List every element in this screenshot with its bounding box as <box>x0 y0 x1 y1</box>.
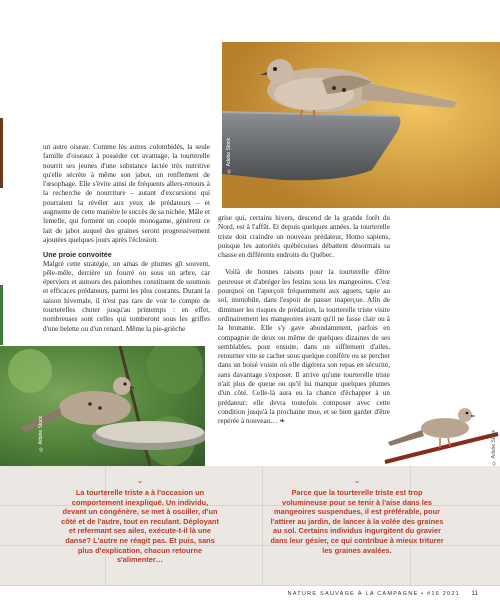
magazine-footer: NATURE SAUVAGE À LA CAMPAGNE • #16 2021 <box>287 591 460 597</box>
panel-note-right <box>268 470 446 555</box>
section-subhead: Une proie convoitée <box>43 250 112 260</box>
paragraph: Malgré cette stratégie, un amas de plumes gît souvent, pêle-mêle, derrière un fourré ou sous un arbre, car éperviers et autours des palombes constituent de soumois et efficaces prédateurs, parmi les plus courants. Durant la saison hivernale, il n'est pas rare de voir le compte de tourterelles chuter jusqu'au printemps : en effet, nombreuses sont celles qui tomberont sous les griffes d'une belette ou d'un renard. Même la pie-grièche <box>43 259 210 333</box>
page-number: 11 <box>471 590 478 597</box>
photo-credit-right: © Adobe Stock <box>491 430 497 466</box>
edge-marker-brown <box>0 118 3 188</box>
text-column-right <box>218 214 390 427</box>
paragraph-text: Voilà de bonnes raisons pour la tourterelle d'être peureuse et d'abréger les festins sous les mangeoires. C'est pourquoi on l'aperçoit fréquemment aux aguets, tapie au sol, immobile, dans l'espoir de passer inaperçue. Afin de diminuer les risques de prédation, la tourterelle triste visite ordinairement les mangeoires avant qu'il ne fasse clair ou à la brunante. Elle s'y gave abondamment, parfois en compagnie de deux ou même de quelques dizaines de ses semblables, pour ensuite, dans un sifflement d'ailes, retourner vite se cacher sous quelque conifère ou se percher dans un boisé voisin où elle digérera son repas en sécurité, sans davantage s'exposer. Il arrive qu'une tourterelle triste n'ait plus de queue ou qu'il lui manque quelques plumes d'un côté. Celle-là aura eu la chance d'échapper à un prédateur; elle devra toutefois composer avec cette condition jusqu'à la prochaine mue, et se bien garder d'être repérée à nouveau… <box>218 268 390 426</box>
dove-branch-photo <box>380 398 500 470</box>
paragraph <box>218 268 390 426</box>
panel-note-left <box>60 470 220 565</box>
panel-note-right-text: Parce que la tourterelle triste est trop volumineuse pour se tenir à l'aise dans les mangeoires suspendues, il est préférable, pour l'attirer au jardin, de lancer à la volée des graines au sol. Certains individus ingurgitent du gravier dans leur gésier, ce qui contribue à mieux triturer les graines avalées. <box>270 488 444 555</box>
text-column-left <box>43 143 210 334</box>
photo-credit-top: © Adobe Stock <box>226 138 232 174</box>
photo-credit-left: © Adobe Stock <box>38 416 44 452</box>
chevron-down-icon: ⌄ <box>353 476 361 485</box>
dove-feeder-photo <box>0 346 205 466</box>
end-mark: ❧ <box>279 417 286 426</box>
chevron-down-icon: ⌄ <box>136 476 144 485</box>
edge-marker-green <box>0 285 3 345</box>
paragraph: un autre oiseau. Comme les autres colombidés, la seule famille d'oiseaux à posséder cet avantage, la tourterelle nourrit ses jeunes d'une substance lactée très nutritive qu'elle sécrète à même son jabot, un renflement de l'œsophage. Elle s'évite ainsi de fréquents allers-retours à la recherche de nourriture – autant d'excursions qui pourraient la révéler aux yeux de prédateurs – et augmente de cette manière le succès de sa nichée. Mâle et femelle, qui forment un couple monogame, génèrent ce lait de jabot auquel des graines seront progressivement ajoutées quelques jours après l'éclosion. <box>43 143 210 244</box>
plank-seam <box>262 466 263 586</box>
panel-note-left-text: La tourterelle triste a à l'occasion un comportement inexpliqué. Un individu, devant un congénère, se met à osciller, d'un côté et de l'autre, tout en reculant. Déployant et refermant ses ailes, exécute-t-il là une danse? L'autre ne réagit pas. Et puis, sans plus d'explication, chacun retourne s'alimenter… <box>61 488 219 565</box>
paragraph: grise qui, certains hivers, descend de la grande forêt du Nord, est à l'affût. Et depuis quelques années, la tourterelle triste doit craindre un nouveau prédateur, Homo sapiens, puisque les autorités québécoises débattent désormais sa chasse en différents endroits du Québec. <box>218 214 390 260</box>
dove-birdbath-photo <box>222 42 500 208</box>
